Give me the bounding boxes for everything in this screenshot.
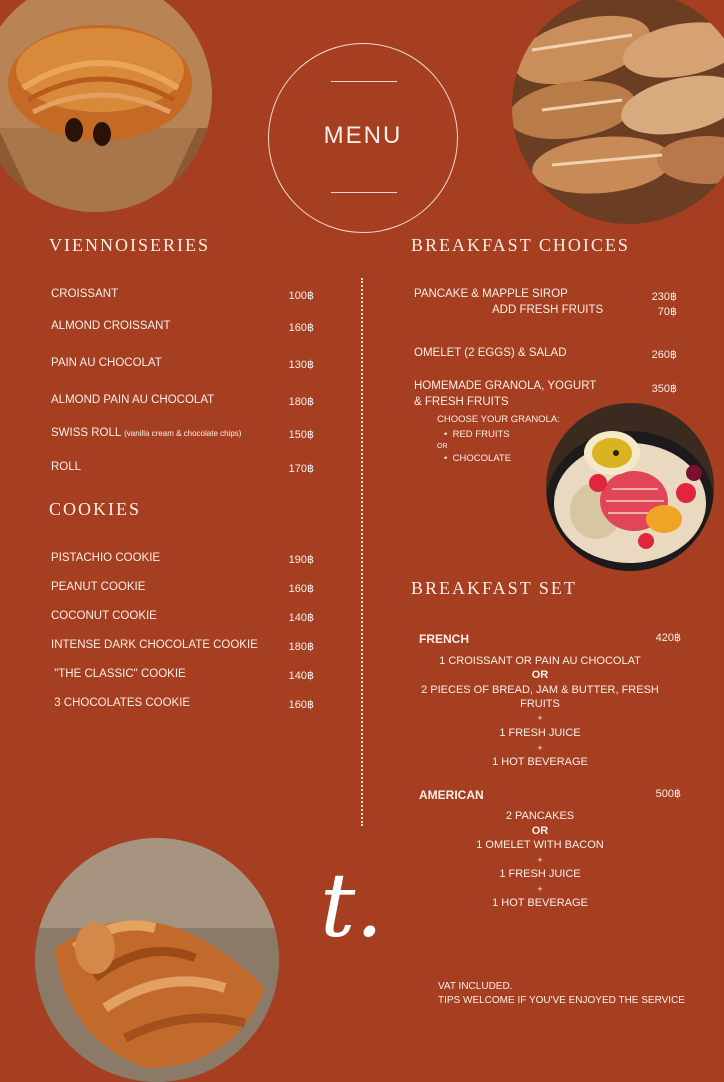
menu-item: ALMOND PAIN AU CHOCOLAT xyxy=(51,394,215,406)
menu-item-price: 260฿ xyxy=(651,349,677,361)
menu-item-price: 350฿ xyxy=(651,383,677,395)
granola-choose-label: CHOOSE YOUR GRANOLA: xyxy=(437,414,560,425)
set-line: 1 OMELET WITH BACON xyxy=(476,839,604,851)
menu-item-price: 130฿ xyxy=(288,359,314,371)
menu-item: "THE CLASSIC" COOKIE xyxy=(51,668,186,680)
menu-item: ALMOND CROISSANT xyxy=(51,320,171,332)
menu-item-price: 170฿ xyxy=(288,463,314,475)
granola-option: • CHOCOLATE xyxy=(444,453,512,464)
set-or: OR xyxy=(531,669,549,681)
menu-item: PISTACHIO COOKIE xyxy=(51,552,161,564)
menu-item-price: 70฿ xyxy=(657,306,677,318)
menu-item-price: 160฿ xyxy=(288,583,314,595)
vat-note: VAT INCLUDED. xyxy=(438,981,513,992)
tips-note: TIPS WELCOME IF YOU'VE ENJOYED THE SERVICE xyxy=(438,995,685,1006)
menu-emblem xyxy=(268,43,458,233)
set-or: OR xyxy=(531,825,549,837)
menu-item-price: 160฿ xyxy=(288,322,314,334)
breakfast-choices-title: BREAKFAST CHOICES xyxy=(411,235,630,255)
set-price: 500฿ xyxy=(655,788,681,800)
menu-item: ROLL xyxy=(51,461,82,473)
menu-item: HOMEMADE GRANOLA, YOGURT xyxy=(414,380,597,392)
menu-item: & FRESH FRUITS xyxy=(414,396,509,408)
emblem-line-top xyxy=(331,81,397,82)
set-name: FRENCH xyxy=(419,632,469,646)
croissant-photo xyxy=(35,838,279,1082)
granola-option-label: RED FRUITS xyxy=(452,429,510,440)
set-price: 420฿ xyxy=(655,632,681,644)
menu-item-price: 160฿ xyxy=(288,699,314,711)
menu-item: INTENSE DARK CHOCOLATE COOKIE xyxy=(51,639,258,651)
set-line: 1 FRESH JUICE xyxy=(499,868,581,880)
emblem-line-bottom xyxy=(331,192,397,193)
set-line: FRUITS xyxy=(520,698,560,710)
granola-bowl-photo xyxy=(546,403,714,571)
menu-item-price: 230฿ xyxy=(651,291,677,303)
brand-logo: t. xyxy=(320,854,384,957)
granola-option-label: CHOCOLATE xyxy=(452,453,512,464)
set-plus: + xyxy=(537,884,543,894)
granola-or: OR xyxy=(437,443,448,450)
viennoiseries-title: VIENNOISERIES xyxy=(49,235,210,255)
set-line: 1 FRESH JUICE xyxy=(499,727,581,739)
menu-item-price: 140฿ xyxy=(288,670,314,682)
menu-item-name: SWISS ROLL xyxy=(51,427,121,439)
menu-item-price: 140฿ xyxy=(288,612,314,624)
set-line: 1 CROISSANT OR PAIN AU CHOCOLAT xyxy=(439,655,641,667)
set-line: 1 HOT BEVERAGE xyxy=(492,897,588,909)
menu-item: OMELET (2 EGGS) & SALAD xyxy=(414,347,567,359)
menu-item: PANCAKE & MAPPLE SIROP xyxy=(414,288,568,300)
set-line: 1 HOT BEVERAGE xyxy=(492,756,588,768)
breakfast-set-title: BREAKFAST SET xyxy=(411,578,577,598)
set-plus: + xyxy=(537,855,543,865)
set-line: 2 PIECES OF BREAD, JAM & BUTTER, FRESH xyxy=(421,684,659,696)
menu-item-price: 190฿ xyxy=(288,554,314,566)
granola-option: • RED FRUITS xyxy=(444,429,510,440)
column-divider xyxy=(361,278,363,826)
menu-item-note: (vanilla cream & chocolate chips) xyxy=(124,429,242,438)
set-plus: + xyxy=(537,713,543,723)
menu-item: CROISSANT xyxy=(51,288,119,300)
menu-item: 3 CHOCOLATES COOKIE xyxy=(51,697,191,709)
menu-item-price: 180฿ xyxy=(288,641,314,653)
set-name: AMERICAN xyxy=(419,788,484,802)
menu-item: COCONUT COOKIE xyxy=(51,610,157,622)
bread-basket-photo xyxy=(512,0,724,224)
pain-au-chocolat-photo xyxy=(0,0,212,212)
set-plus: + xyxy=(537,743,543,753)
menu-item xyxy=(51,427,241,439)
cookies-title: COOKIES xyxy=(49,499,142,519)
menu-item: PAIN AU CHOCOLAT xyxy=(51,357,162,369)
menu-item: PEANUT COOKIE xyxy=(51,581,146,593)
set-line: 2 PANCAKES xyxy=(505,810,575,822)
menu-item-addon: ADD FRESH FRUITS xyxy=(492,304,604,316)
menu-title: MENU xyxy=(323,122,403,149)
menu-item-price: 100฿ xyxy=(288,290,314,302)
menu-item-price: 150฿ xyxy=(288,429,314,441)
menu-item-price: 180฿ xyxy=(288,396,314,408)
